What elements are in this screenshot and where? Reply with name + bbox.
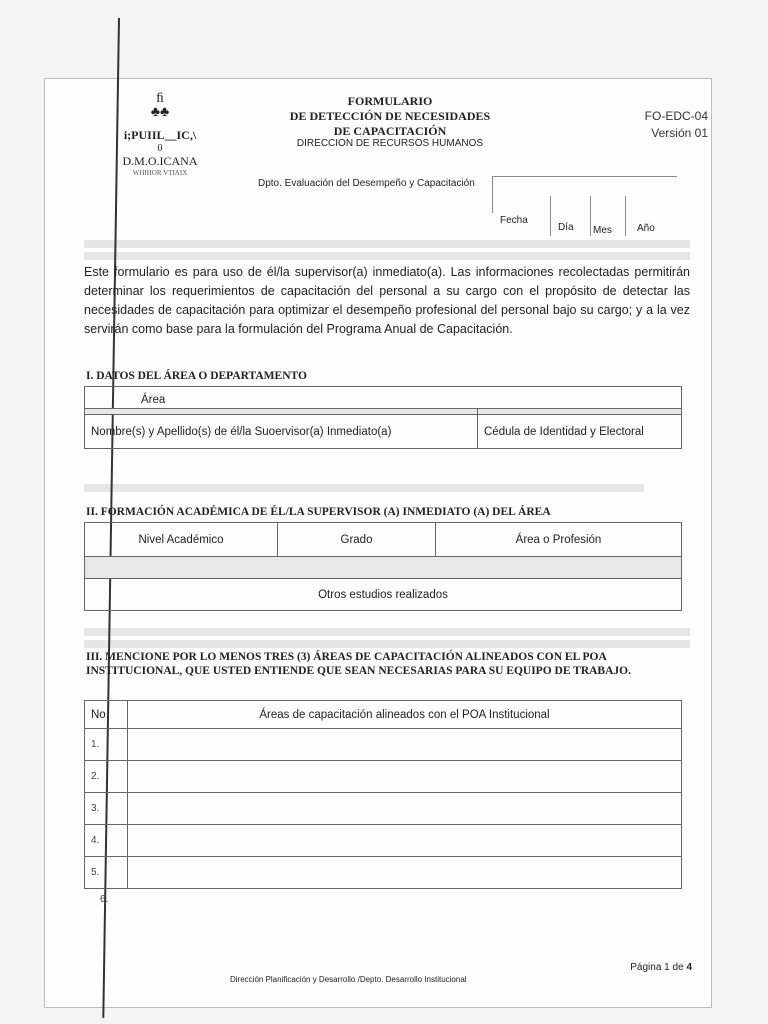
ghost-text-line [84, 628, 690, 636]
area-profesion-header: Área o Profesión [436, 523, 682, 557]
form-code [645, 108, 708, 142]
supervisor-name-label: Nombre(s) y Apellido(s) de él/la Suoervisor(a) Inmediato(a) [91, 425, 392, 438]
page-prefix: Página 1 de [630, 962, 687, 973]
date-box [492, 176, 677, 213]
logo-text: i;PUIIL__IC,\ [123, 128, 197, 142]
page-number [630, 962, 692, 973]
section-2-table [84, 522, 682, 611]
section-1-table [84, 386, 682, 449]
fecha-label: Fecha [500, 215, 528, 226]
row-number: 5. [85, 857, 128, 889]
grado-header: Grado [278, 523, 436, 557]
department-label: Dpto. Evaluación del Desempeño y Capacitación [258, 178, 475, 189]
title-line: DE CAPACITACIÓN [333, 124, 447, 138]
area-input-cell[interactable] [128, 761, 682, 793]
dia-label: Día [558, 222, 574, 233]
row-number: 2. [85, 761, 128, 793]
shade-cell [85, 557, 682, 579]
section-3-table [84, 700, 682, 889]
supervisor-name-cell[interactable] [85, 415, 478, 449]
nivel-academico-header: Nivel Académico [85, 523, 278, 557]
form-version: Versión 01 [651, 126, 708, 140]
otros-estudios-cell[interactable]: Otros estudios realizados [85, 579, 682, 611]
page-total: 4 [686, 962, 692, 973]
title-line: FORMULARIO [347, 94, 433, 108]
row-number: 6. [100, 894, 109, 905]
no-header: No. [85, 701, 128, 729]
intro-paragraph: Este formulario es para uso de él/la supervisor(a) inmediato(a). Las informaciones recolectadas permitirán determinar los requerimientos de capacitación del personal a su cargo con el propósito de detectar las necesidades de capacitación para optimizar el desempeño profesional del personal bajo su cargo; y a la vez servirán como base para la formulación del Programa Anual de Capacitación. [84, 265, 690, 336]
area-input-cell[interactable] [128, 857, 682, 889]
date-divider [550, 196, 551, 236]
row-number: 1. [85, 729, 128, 761]
ghost-text-line [84, 640, 690, 648]
section-1-title: I. DATOS DEL ÁREA O DEPARTAMENTO [86, 370, 307, 382]
row-number: 4. [85, 825, 128, 857]
area-input-cell[interactable] [128, 825, 682, 857]
cedula-label: Cédula de Identidad y Electoral [484, 425, 644, 438]
date-divider [625, 196, 626, 236]
date-divider [590, 196, 591, 236]
areas-header: Áreas de capacitación alineados con el POA Institucional [128, 701, 682, 729]
logo-text: 0 [157, 143, 163, 154]
cedula-cell[interactable] [478, 415, 682, 449]
crest-icon: ﬁ [156, 91, 164, 106]
ghost-text-line [84, 252, 690, 260]
footer-text: Dirección Planificación y Desarrollo /Depto. Desarrollo Institucional [230, 975, 467, 984]
institution-logo [110, 92, 210, 177]
section-2-title: II. FORMACIÓN ACADÉMICA DE ÉL/LA SUPERVISOR (A) INMEDIATO (A) DEL ÁREA [86, 506, 551, 518]
anio-label: Año [637, 223, 655, 234]
ghost-text-line [84, 484, 644, 492]
area-input-cell[interactable] [128, 729, 682, 761]
logo-text: D.M.O.ICANA [122, 154, 198, 168]
logo-text: WHIHOR VTIAIX [132, 169, 188, 177]
area-cell [85, 387, 682, 409]
form-subtitle: DIRECCION DE RECURSOS HUMANOS [296, 138, 484, 149]
area-label: Área [141, 394, 166, 406]
row-number: 3. [85, 793, 128, 825]
section-3-title: III. MENCIONE POR LO MENOS TRES (3) ÁREAS DE CAPACITACIÓN ALINEADOS CON EL POA INSTITUCIONAL, QUE USTED ENTIENDE QUE SEAN NECESARIAS PARA SU EQUIPO DE TRABAJO. [86, 651, 631, 677]
crest-icon-2: ♣♣ [150, 105, 170, 120]
mes-label: Mes [593, 225, 612, 236]
ghost-text-line [84, 240, 690, 248]
area-input-cell[interactable] [128, 793, 682, 825]
form-code-text: FO-EDC-04 [644, 109, 708, 123]
form-title [250, 94, 530, 139]
title-line: DE DETECCIÓN DE NECESIDADES [289, 109, 491, 123]
